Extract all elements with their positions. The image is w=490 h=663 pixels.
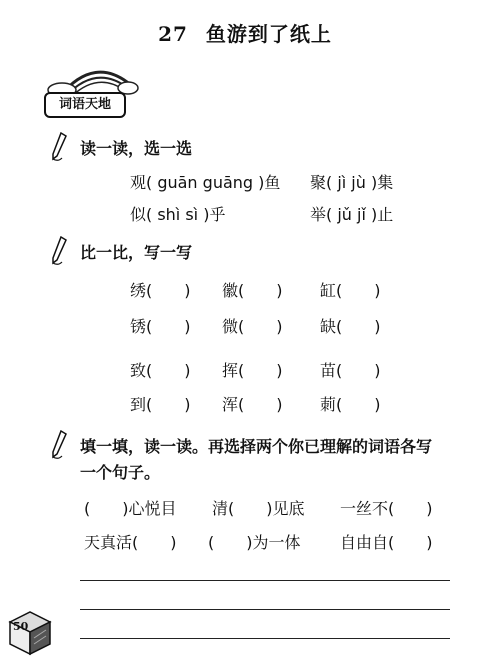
section-banner: 词语天地 xyxy=(44,92,126,118)
page-number-cube-icon xyxy=(4,604,56,656)
s3-r2-c3: 自由自( ) xyxy=(340,533,433,552)
s2-r2-c2: 微( ) xyxy=(222,317,283,336)
section3-heading-cont: 一个句子。 xyxy=(80,463,161,482)
writing-line xyxy=(80,580,450,581)
s2-r1-c2: 徽( ) xyxy=(222,281,283,300)
s1-r1-c1: 观( guān guāng )鱼 xyxy=(130,173,281,192)
lesson-number: 27 xyxy=(158,22,188,46)
s3-r2-c1: 天真活( ) xyxy=(84,533,177,552)
s3-r2-c2: ( )为一体 xyxy=(208,533,301,552)
s2-r4-c1: 到( ) xyxy=(130,395,191,414)
s2-r3-c2: 挥( ) xyxy=(222,361,283,380)
s3-r1-c3: 一丝不( ) xyxy=(340,499,433,518)
pen-icon xyxy=(50,430,68,460)
writing-line xyxy=(80,609,450,610)
lesson-title: 鱼游到了纸上 xyxy=(205,22,332,46)
section3-heading: 填一填，读一读。再选择两个你已理解的词语各写 xyxy=(80,437,433,456)
s2-r4-c3: 莿( ) xyxy=(320,395,381,414)
s3-r1-c2: 清( )见底 xyxy=(212,499,305,518)
section1-heading: 读一读，选一选 xyxy=(80,139,193,158)
s2-r2-c1: 锈( ) xyxy=(130,317,191,336)
pen-icon xyxy=(50,132,68,162)
s2-r4-c2: 浑( ) xyxy=(222,395,283,414)
s2-r3-c1: 致( ) xyxy=(130,361,191,380)
s2-r3-c3: 苗( ) xyxy=(320,361,381,380)
page-number: 50 xyxy=(13,620,29,633)
s3-r1-c1: ( )心悦目 xyxy=(84,499,177,518)
writing-line xyxy=(80,638,450,639)
s1-r1-c2: 聚( jì jù )集 xyxy=(310,173,394,192)
s1-r2-c2: 举( jǔ jǐ )止 xyxy=(310,205,394,224)
section2-heading: 比一比，写一写 xyxy=(80,243,193,262)
s2-r1-c1: 绣( ) xyxy=(130,281,191,300)
page-title xyxy=(0,18,490,47)
pen-icon xyxy=(50,236,68,266)
s2-r2-c3: 缺( ) xyxy=(320,317,381,336)
s2-r1-c3: 缸( ) xyxy=(320,281,381,300)
s1-r2-c1: 似( shì sì )乎 xyxy=(130,205,226,224)
